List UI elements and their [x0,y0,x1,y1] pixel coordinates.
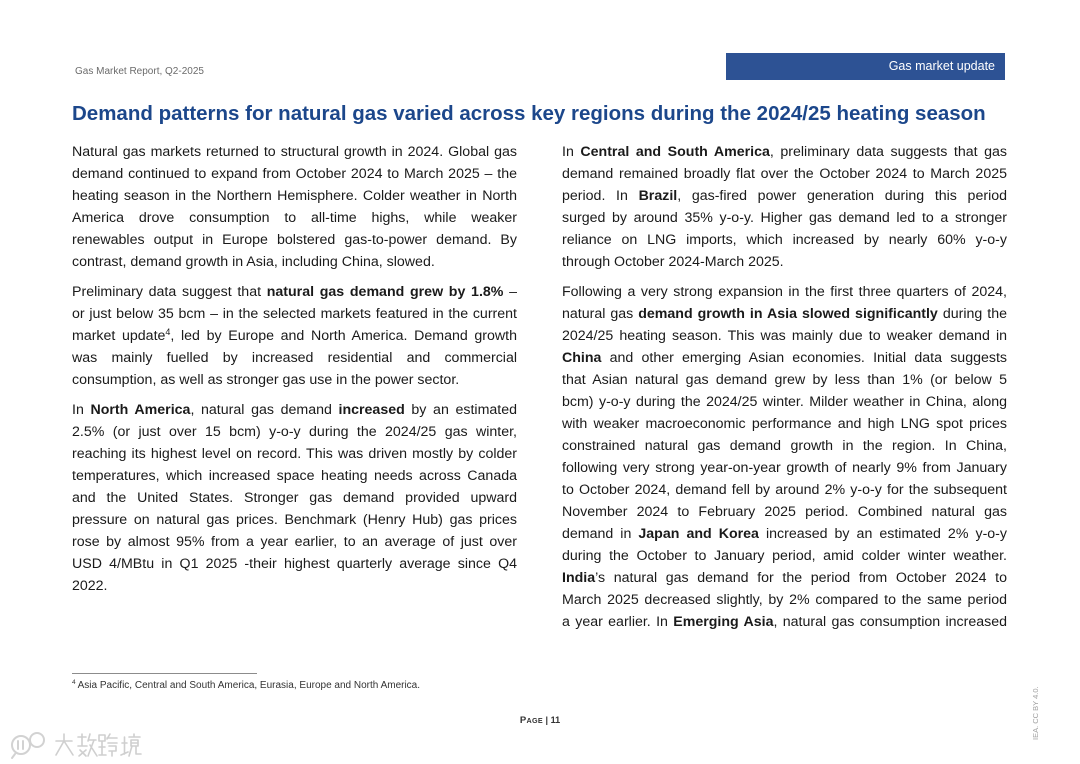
text-run: or just below 35 bcm – in the selected markets featured in the current [72,306,517,322]
text-line [72,303,517,325]
text-line [562,347,1007,369]
text-line [562,457,1007,479]
text-run: and the United States. Stronger gas demand provided upward [72,490,517,506]
text-run: America drove consumption to all-time highs, while weaker [72,210,517,226]
text-line [562,229,1007,251]
right-column-paragraph-1 [562,141,1007,273]
left-column [72,141,517,605]
left-column-paragraph-3 [72,399,517,597]
text-run: during the [937,306,1007,322]
text-line [562,413,1007,435]
text-run: through October 2024-March 2025. [562,254,784,270]
text-run: that Asian natural gas demand grew by less than 1% (or below 5 [562,372,1007,388]
text-line [72,531,517,553]
section-tag-label: Gas market update [888,59,995,73]
bold-text: China [562,350,602,366]
text-line [562,369,1007,391]
text-run: November 2024 to February 2025 period. Combined natural gas [562,504,1007,520]
bold-text: demand growth in Asia slowed significantly [638,306,938,322]
text-line [562,391,1007,413]
text-run: to October 2024, demand fell by around 2% y-o-y for the subsequent [562,482,1007,498]
text-run: 2.5% (or just over 15 bcm) y-o-y during the 2024/25 gas winter, [72,424,517,440]
text-line [562,303,1007,325]
text-line [72,251,517,273]
text-run: surged by around 35% y-o-y. Higher gas demand led to a stronger [562,210,1007,226]
text-run: and other emerging Asian economies. Initial data suggests [601,350,1007,366]
text-run: 2024/25 heating season. This was mainly due to weaker demand in [562,328,1007,344]
footnote-divider [72,673,257,674]
text-run: period. In [562,188,639,204]
text-line [72,509,517,531]
page-number [0,713,1080,728]
bold-text: Emerging Asia [673,614,774,630]
footnote-text: Asia Pacific, Central and South America, Eurasia, Europe and North America. [77,680,421,691]
text-line [562,479,1007,501]
text-run: , preliminary data suggests that gas [769,144,1007,160]
text-run: Preliminary data suggest that [72,284,267,300]
watermark-lettering [56,734,141,756]
text-run: market update [72,328,166,344]
text-line [562,163,1007,185]
text-run: pressure on natural gas prices. Benchmark (Henry Hub) gas prices [72,512,517,528]
text-line [72,207,517,229]
text-line [72,487,517,509]
text-run: contrast, demand growth in Asia, including China, slowed. [72,254,435,270]
bold-text: Central and South America [580,144,770,160]
text-line [562,611,1007,633]
right-column [562,141,1007,641]
text-run: Natural gas markets returned to structural growth in 2024. Global gas [72,144,517,160]
footnote-number: 4 [72,679,76,686]
text-run: , gas-fired power generation during this period [677,188,1007,204]
text-run: heating season in the Northern Hemisphere. Colder weather in North [72,188,517,204]
bold-text: natural gas demand grew by 1.8% [266,284,504,300]
text-line [562,567,1007,589]
text-run: following very strong year-on-year growth of nearly 9% from January [562,460,1007,476]
text-run: – [503,284,517,300]
text-line [562,185,1007,207]
text-line [72,443,517,465]
footnote [72,679,420,693]
text-line [72,399,517,421]
text-run: a year earlier. In [562,614,674,630]
text-line [72,421,517,443]
text-line [72,465,517,487]
bold-text: North America [90,402,191,418]
page-number-value: 11 [550,715,561,725]
watermark-graphic [6,726,146,760]
text-run: March 2025 decreased slightly, by 2% compared to the same period [562,592,1007,608]
text-line [72,163,517,185]
left-column-paragraph-2 [72,281,517,391]
text-line [562,281,1007,303]
bold-text: Japan and Korea [638,526,759,542]
text-run: during the October to January period, amid colder winter weather. [562,548,1007,564]
left-column-paragraph-1 [72,141,517,273]
text-line [72,369,517,391]
license-text: IEA. CC BY 4.0. [1031,686,1040,740]
text-run: USD 4/MBtu in Q1 2025 -their highest quarterly average since Q4 [72,556,517,572]
text-run: demand remained broadly flat over the October 2024 to March 2025 [562,166,1007,182]
text-run: rose by almost 95% from a year earlier, to an average of just over [72,534,517,550]
page-label: PAGE [519,715,544,726]
bold-text: increased [338,402,405,418]
text-run: In [562,144,581,160]
text-line [72,281,517,303]
text-line [562,589,1007,611]
watermark-logo [6,726,146,760]
text-line [562,141,1007,163]
text-run: , natural gas demand [190,402,339,418]
text-line [562,207,1007,229]
text-run: natural gas [562,306,639,322]
text-run: reliance on LNG imports, which increased by nearly 60% y-o-y [562,232,1007,248]
text-run: Following a very strong expansion in the first three quarters of 2024, [562,284,1007,300]
text-line [562,545,1007,567]
text-run: demand continued to expand from October 2024 to March 2025 – the [72,166,517,182]
text-run: increased by an estimated 2% y-o-y [758,526,1008,542]
report-title: Gas Market Report, Q2-2025 [75,66,204,77]
text-run: In [72,402,91,418]
text-run: by an estimated [404,402,517,418]
text-run: temperatures, which increased space heating needs across Canada [72,468,517,484]
right-column-paragraph-2 [562,281,1007,633]
section-tag [726,53,1005,80]
text-line [72,553,517,575]
text-run: 2022. [72,578,108,594]
text-run: bcm) y-o-y during the 2024/25 winter. Milder weather in China, along [562,394,1007,410]
text-line [562,251,1007,273]
text-line [562,435,1007,457]
text-run: constrained natural gas demand growth in the region. In China, [562,438,1007,454]
bold-text: India [562,570,596,586]
text-run: reaching its highest level on record. This was driven mostly by colder [72,446,517,462]
text-run: , led by Europe and North America. Demand growth [170,328,517,344]
text-line [72,185,517,207]
text-run: , natural gas consumption increased [773,614,1007,630]
text-line [562,523,1007,545]
text-run: consumption, as well as stronger gas use in the power sector. [72,372,460,388]
text-line [562,501,1007,523]
text-run: renewables output in Europe bolstered gas-to-power demand. By [72,232,517,248]
watermark-emblem [12,733,44,758]
text-run: ’s natural gas demand for the period from October 2024 to [595,570,1007,586]
bold-text: Brazil [638,188,678,204]
text-line [72,347,517,369]
footnote-reference: 4 [165,327,171,337]
text-run: demand in [562,526,639,542]
text-line [72,575,517,597]
text-run: was mainly fuelled by increased residential and commercial [72,350,517,366]
text-line [72,141,517,163]
page-title: Demand patterns for natural gas varied across key regions during the 2024/25 heating season [72,102,986,125]
page-separator: | [545,715,549,725]
text-line [72,229,517,251]
text-line [562,325,1007,347]
text-run: with weaker macroeconomic performance and high LNG spot prices [562,416,1007,432]
text-line [72,325,517,347]
